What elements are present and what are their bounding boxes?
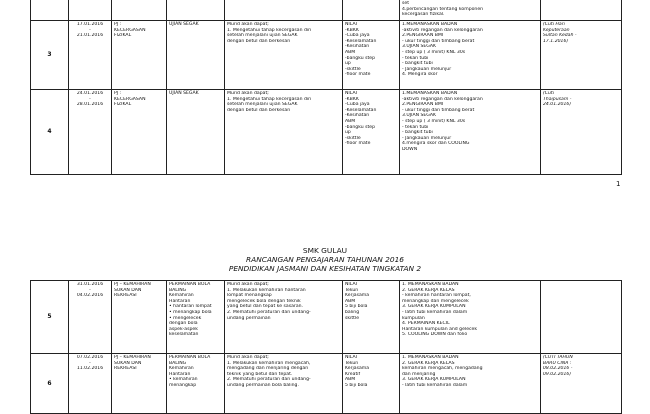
topic-cell: PJ – KEMAHIRAN SUKAN DAN REKREASI	[112, 354, 167, 414]
values-cell: NILAI Tekun Kerjasama Kreatif ABM 5 biji bola	[343, 354, 400, 414]
values-cell: NILAI -KBKK -Cuba jaya -Keselamatan -Kesihatan ABM -bangku step up -skittle -floor mate	[343, 21, 400, 90]
activity-cell: 1. MEMANASKAN BADAN 2. GERAK KERJA KELAS - kemahiran hantaran lompat, menangkap dan mengelecek 3. GERAK KERJA KUMPULAN - latih tubi kemahiran dalam kumpulan 4. PERMAINAN KECIL Hantaran kumpulan and gelecek 5. COOLING DOWN dan folio	[400, 281, 541, 354]
week-number: 4	[31, 90, 69, 175]
subtopic-cell: PERMAINAN BOLA BALING Kemahiran Hantaran • hantaran lompat • menangkap bola • mengelecek dengan bola aspek-aspek keselamatan	[167, 281, 225, 354]
topic-cell: PJ : KECERGASAN FIZIKAL	[112, 90, 167, 175]
week-number: 3	[31, 21, 69, 90]
date-cell: 31.01.2016 - 04.02.2016	[69, 281, 112, 354]
subtopic-cell: UJIAN SEGAK	[167, 90, 225, 175]
subtopic-cell: UJIAN SEGAK	[167, 21, 225, 90]
values-cell: NILAI Tekun Kerjasama ABM 5 biji bola baling skittle	[343, 281, 400, 354]
topic-cell: PJ : KECERGASAN FIZIKAL	[112, 21, 167, 90]
subtopic-cell: PERMAINAN BOLA BALING Kemahiran Hantaran • kemahiran menangkap	[167, 354, 225, 414]
note-cell	[541, 281, 622, 354]
school-name: SMK GULAU	[302, 246, 348, 255]
note-cell: (Cuti Thaipusam - 24.01.2016)	[541, 90, 622, 175]
activity-cell: 1.MEMANASKAN BADAN -aktiviti regangan dan kelonggaran 2.PENGIRAAN BMI - ukur tinggi dan timbang berat 3.UJIAN SEGAK - step up ( 3 minit) KNL 30s - tekan tubi - bangkit tubi - Jangkauan melunjur 4.mengira skor dan COOLING DOWN	[400, 90, 541, 175]
date-cell: 24.01.2016 - 28.01.2016	[69, 90, 112, 175]
topic-cell: PJ – KEMAHIRAN SUKAN DAN REKREASI	[112, 281, 167, 354]
activity-cell: 1.MEMANASKAN BADAN -aktiviti regangan dan kelonggaran 2.PENGIRAAN BMI - ukur tinggi dan timbang berat 3.UJIAN SEGAK - step up ( 3 minit) KNL 30s - tekan tubi - bangkit tubi - Jangkauan melunjur 4. Mengira skor	[400, 21, 541, 90]
table-row	[31, 354, 622, 414]
table-row	[31, 21, 622, 90]
date-cell: 07.02.2016 - 11.02.2016	[69, 354, 112, 414]
activity-cell: 1. MEMANASKAN BADAN 2. GERAK KERJA KELAS kemahiran mengacah, mengadang dan menjaring 3. GERAK KERJA KUMPULAN - latih tubi kemahiran dalam	[400, 354, 541, 414]
table-row	[31, 281, 622, 354]
top-lesson-table	[30, 0, 622, 175]
bottom-lesson-table	[30, 280, 622, 414]
objective-cell: Murid akan dapat; 1. Mengetahui tahap kecergasan diri setelah menjalani ujian SEGAK dengan betul dan berkesan	[225, 90, 343, 175]
values-cell: NILAI -KBKK -Cuba jaya -Keselamatan -Kesihatan ABM -bangku step up -skittle -floor mate	[343, 90, 400, 175]
objective-cell: Murid akan dapat; 1. Melakukan kemahiran hantaran lompat menangkap mengelecek bola dengan teknik yang betul dan tepat ke sasaran. 2. Mematuhi peraturan dan undang- undang permainan	[225, 281, 343, 354]
objective-cell: Murid akan dapat; 1. Mengetahui tahap kecergasan diri setelah menjalani ujian SEGAK dengan betul dan berkesan	[225, 21, 343, 90]
table-row	[31, 90, 622, 175]
document-title: RANCANGAN PENGAJARAN TAHUNAN 2016	[246, 255, 404, 264]
date-cell: 17.01.2016 - 21.01.2016	[69, 21, 112, 90]
note-cell: (CUTI TAHUN BARU CINA : 08.02.2016 - 09.02.2016)	[541, 354, 622, 414]
note-cell: (Cuti Hari Keputeraan Sultan Kedah - 17.1.2016)	[541, 21, 622, 90]
objective-cell: Murid akan dapat; 1. Melakukan kemahiran mengacah, mengadang dan menjaring dengan teknik yang betul dan tepat. 2. Mematuhi peraturan dan undang- undang permainan bola baling.	[225, 354, 343, 414]
week-number: 6	[31, 354, 69, 414]
table-row: set 4.perbincangan tentang komponen kecergasan fizikal.	[31, 0, 622, 21]
week-number: 5	[31, 281, 69, 354]
document-subtitle: PENDIDIKAN JASMANI DAN KESIHATAN TINGKATAN 2	[228, 264, 422, 273]
page-number: 1	[616, 180, 621, 188]
